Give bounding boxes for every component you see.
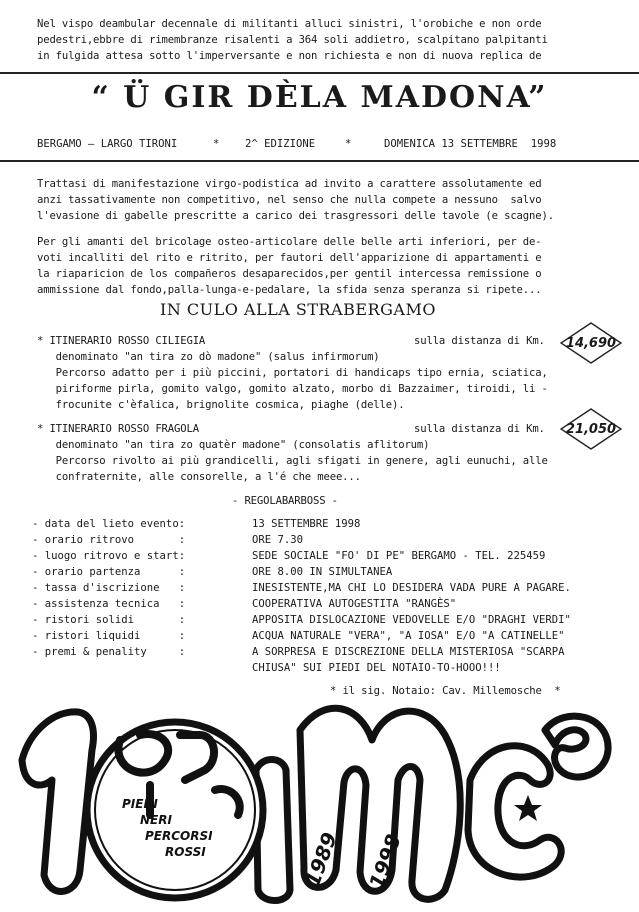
rule-value: ORE 7.30	[252, 534, 304, 546]
rule-value-continued: CHIUSA" SUI PIEDI DEL NOTAIO-TO-HOOO!!!	[252, 662, 501, 674]
intro-line: pedestri,ebbre di rimembranze risalenti a 364 soli addietro, scalpitano palpitanti	[37, 34, 548, 46]
paragraph-line: anzi tassativamente non competitivo, nel senso che nulla compete a nessuno salvo	[37, 194, 542, 206]
intro-line: Nel vispo deambular decennale di militanti alluci sinistri, l'orobiche e non orde	[37, 18, 542, 30]
route-line: Percorso adatto per i più piccini, portatori di handicaps tipo ernia, sciatica,	[37, 367, 548, 379]
rule-value: 13 SETTEMBRE 1998	[252, 518, 361, 530]
paragraph-line: Per gli amanti del bricolage osteo-articolare delle belle arti inferiori, per de-	[37, 236, 542, 248]
rule-value: ORE 8.00 IN SIMULTANEA	[252, 566, 393, 578]
intro-line: in fulgida attesa sotto l'imperversante e non richiesta e non di nuova replica de	[37, 50, 542, 62]
rule-value: ACQUA NATURALE "VERA", "A IOSA" E/O "A CATINELLE"	[252, 630, 565, 642]
rule-label: - tassa d'iscrizione :	[32, 582, 186, 594]
route-line: confraternite, alle consorelle, a l'é che meee...	[37, 471, 361, 483]
rule-label: - orario ritrovo :	[32, 534, 186, 546]
page-title: “ Ü GIR DÈLA MADONA”	[91, 80, 548, 115]
rule-label: - ristori solidi :	[32, 614, 186, 626]
header-date: DOMENICA 13 SETTEMBRE 1998	[384, 138, 557, 150]
route-km-badge	[560, 408, 622, 450]
logo-text-line1: PIEDI	[122, 797, 158, 811]
notaio-credit: * il sig. Notaio: Cav. Millemosche *	[330, 685, 561, 697]
route-distance-label: sulla distanza di Km.	[414, 423, 545, 435]
regola-heading: - REGOLABARBOSS -	[232, 495, 338, 507]
rule-value: COOPERATIVA AUTOGESTITA "RANGÈS"	[252, 598, 457, 610]
route-line: * ITINERARIO ROSSO CILIEGIA	[37, 335, 206, 347]
route-line: Percorso rivolto ai più grandicelli, agli sfigati in genere, agli eunuchi, alle	[37, 455, 548, 467]
header-star: *	[213, 138, 220, 150]
route-line: denominato "an tira zo dò madone" (salus infirmorum)	[37, 351, 380, 363]
rule-label: - data del lieto evento:	[32, 518, 186, 530]
logo-text-line3: PERCORSI	[145, 829, 213, 843]
route-km-value: 14,690	[565, 335, 617, 351]
logo-letter-c	[468, 746, 561, 877]
route-km-badge	[560, 322, 622, 364]
rule-label: - luogo ritrovo e start:	[32, 550, 186, 562]
header-place: BERGAMO – LARGO TIRONI	[37, 138, 178, 150]
route-distance-label: sulla distanza di Km.	[414, 335, 545, 347]
route-line: frocunite c'èfalica, brignolite cosmica, piaghe (delle).	[37, 399, 405, 411]
route-line: piriforme pirla, gomito valgo, gomito alzato, morbo di Bazzaimer, tiroidi, li -	[37, 383, 548, 395]
logo-year-start: 1989	[300, 829, 342, 890]
route-km-value: 21,050	[565, 421, 617, 437]
logo-letter-e	[545, 716, 608, 777]
paragraph-line: ammissione dal fondo,palla-lunga-e-pedalare, la sfida senza speranza si ripete...	[37, 284, 542, 296]
header-edition: 2^ EDIZIONE	[245, 138, 316, 150]
rule-label: - orario partenza :	[32, 566, 186, 578]
rule-label: - premi & penality :	[32, 646, 186, 658]
paragraph-line: l'evasione di gabelle prescritte a carico dei trasgressori delle tavole (e scagne).	[37, 210, 554, 222]
route-line: denominato "an tira zo quatèr madone" (consolatis aflitorum)	[37, 439, 430, 451]
logo-numeral-one	[22, 712, 93, 892]
logo-year-end: 1998	[364, 831, 406, 892]
ten-years-logo	[0, 690, 639, 912]
paragraph-line: Trattasi di manifestazione virgo-podistica ad invito a carattere assolutamente ed	[37, 178, 542, 190]
paragraph-line: la riaparicion de los compañeros desaparecidos,per gentil intercessa remissione o	[37, 268, 542, 280]
rule-value: SEDE SOCIALE "FO' DI PE" BERGAMO - TEL. 225459	[252, 550, 546, 562]
rule-value: A SORPRESA E DISCREZIONE DELLA MISTERIOSA "SCARPA	[252, 646, 565, 658]
top-divider	[0, 72, 639, 74]
rule-label: - assistenza tecnica :	[32, 598, 186, 610]
rule-value: APPOSITA DISLOCAZIONE VEDOVELLE E/O "DRAGHI VERDI"	[252, 614, 571, 626]
header-divider	[0, 160, 639, 162]
rule-label: - ristori liquidi :	[32, 630, 186, 642]
paragraph-line: voti incalliti del rito e ritrito, per fautori dell'apparizione di appartamenti e	[37, 252, 542, 264]
header-star: *	[345, 138, 352, 150]
logo-star-icon	[514, 795, 542, 821]
section-subtitle: IN CULO ALLA STRABERGAMO	[160, 300, 436, 319]
rule-value: INESISTENTE,MA CHI LO DESIDERA VADA PURE A PAGARE.	[252, 582, 571, 594]
logo-text-line2: NERI	[140, 813, 172, 827]
route-line: * ITINERARIO ROSSO FRAGOLA	[37, 423, 199, 435]
logo-text-line4: ROSSI	[165, 845, 206, 859]
